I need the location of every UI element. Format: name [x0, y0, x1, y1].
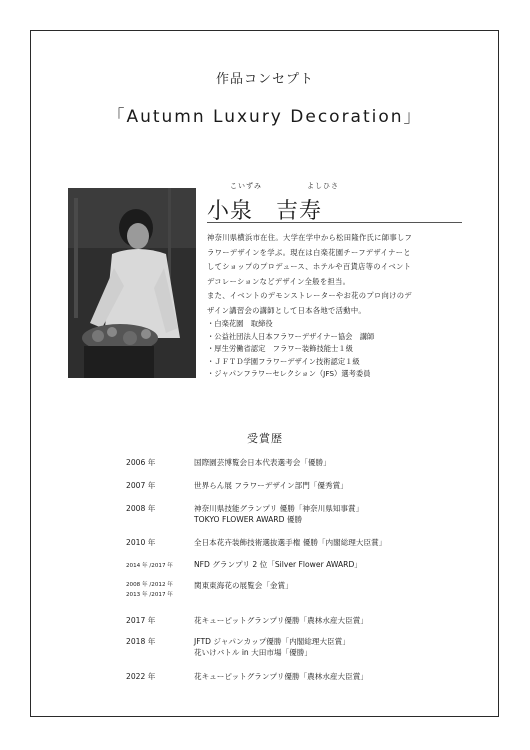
- bio-line: ザイン講習会の講師として日本各地で活動中。: [207, 305, 367, 315]
- award-line: 花キューピットグランプリ優勝「農林水産大臣賞」: [194, 616, 368, 625]
- award-year: 2013 年 /2017 年: [126, 592, 173, 598]
- award-desc: [194, 636, 350, 658]
- designer-photo-illustration: [68, 188, 196, 378]
- designer-name: 小泉 吉寿: [207, 199, 323, 224]
- bio-line: ラワーデザインを学ぶ。現在は白楽花園チーフデザイナーと: [207, 247, 411, 257]
- award-line: 国際園芸博覧会日本代表選考会「優勝」: [194, 458, 331, 467]
- designer-photo: [68, 188, 196, 378]
- name-underline: [207, 222, 462, 223]
- award-line: 神奈川県技能グランプリ 優勝「神奈川県知事賞」: [194, 504, 364, 513]
- designer-bio: [207, 231, 469, 318]
- award-desc: [194, 457, 331, 468]
- award-desc: [194, 559, 362, 570]
- award-year: 2014 年 /2017 年: [126, 563, 173, 569]
- role-item: ・白楽花園 取締役: [207, 319, 273, 328]
- award-line: JFTD ジャパンカップ優勝「内閣総理大臣賞」: [194, 637, 350, 646]
- award-line: 全日本花卉装飾技術選抜選手権 優勝「内閣総理大臣賞」: [194, 538, 387, 547]
- award-year: 2022 年: [126, 672, 156, 681]
- award-year: 2018 年: [126, 637, 156, 646]
- awards-heading: 受賞歴: [247, 432, 283, 445]
- designer-roles: [207, 318, 469, 381]
- role-item: ・厚生労働省認定 フラワー装飾技能士１級: [207, 344, 353, 354]
- award-desc: [194, 480, 348, 491]
- award-desc: [194, 671, 368, 682]
- award-line: 花キューピットグランプリ優勝「農林水産大臣賞」: [194, 672, 368, 681]
- concept-label: 作品コンセプト: [215, 72, 314, 87]
- name-reading-family: こいずみ: [230, 182, 262, 190]
- award-desc: [194, 615, 368, 626]
- bio-line: 神奈川県横浜市在住。大学在学中から松田隆作氏に師事しフ: [207, 233, 413, 242]
- award-year: 2006 年: [126, 458, 156, 467]
- award-line: 関東東海花の展覧会「金賞」: [194, 581, 293, 590]
- award-line: NFD グランプリ 2 位「Silver Flower AWARD」: [194, 560, 362, 569]
- work-title: 「Autumn Luxury Decoration」: [107, 107, 423, 127]
- award-desc: [194, 537, 386, 548]
- bio-line: してショップのプロデュース、ホテルや百貨店等のイベント: [207, 262, 412, 271]
- role-item: ・ＪＦＴＤ学園フラワーデザイン技術認定１級: [207, 356, 360, 366]
- award-line: TOKYO FLOWER AWARD 優勝: [194, 515, 303, 524]
- award-year: 2007 年: [126, 481, 156, 490]
- bio-line: デコレーションなどデザイン全般を担当。: [207, 276, 351, 286]
- award-desc: [194, 580, 293, 591]
- role-item: ・公益社団法人日本フラワーデザイナー協会 講師: [207, 331, 375, 341]
- award-line: 花いけバトル in 大田市場「優勝」: [194, 648, 312, 657]
- award-year: 2017 年: [126, 616, 156, 625]
- name-reading-given: よしひさ: [307, 182, 339, 190]
- award-year: 2010 年: [126, 538, 156, 547]
- award-year: 2008 年: [126, 504, 156, 513]
- role-item: ・ジャパンフラワーセレクション（JFS）選考委員: [207, 369, 371, 379]
- award-year: 2008 年 /2012 年: [126, 582, 173, 588]
- award-desc: [194, 503, 363, 525]
- award-line: 世界らん展 フラワーデザイン部門「優秀賞」: [194, 481, 348, 490]
- bio-line: また、イベントのデモンストレーターやお花のプロ向けのデ: [207, 291, 412, 300]
